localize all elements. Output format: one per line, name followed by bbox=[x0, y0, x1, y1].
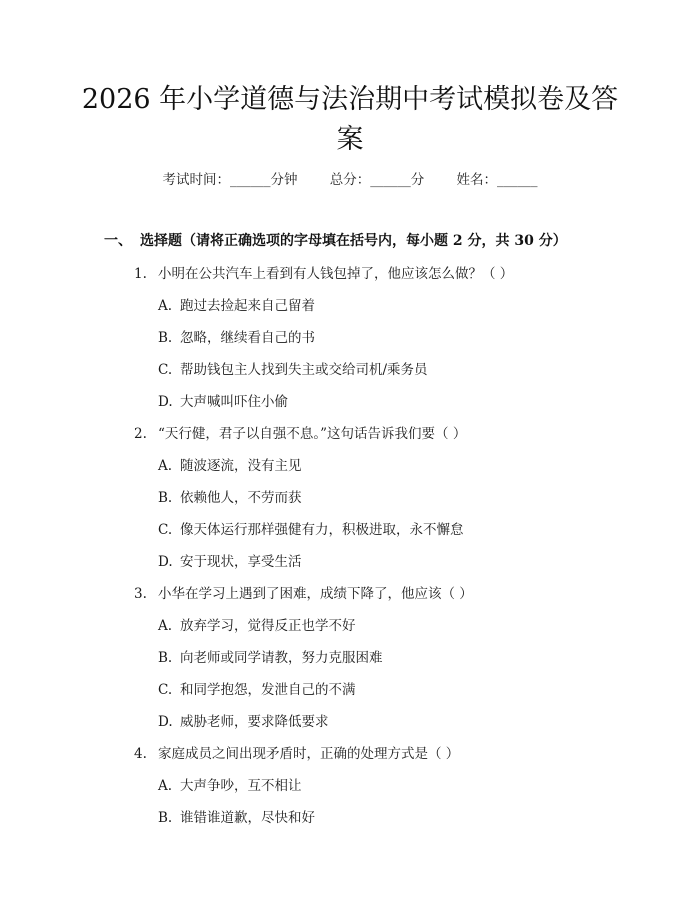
exam-info-line bbox=[0, 168, 700, 188]
option-text: 像天体运行那样强健有力，积极进取，永不懈怠 bbox=[180, 522, 464, 538]
question-4-option-a bbox=[158, 774, 302, 794]
question-text: 小明在公共汽车上看到有人钱包掉了，他应该怎么做？（ ） bbox=[158, 266, 514, 282]
option-text: 向老师或同学请教，努力克服困难 bbox=[180, 650, 383, 666]
exam-time-unit: 分钟 bbox=[270, 172, 298, 188]
question-2-option-d bbox=[158, 550, 302, 570]
question-number: 2. bbox=[134, 426, 147, 442]
question-2-option-b bbox=[158, 486, 302, 506]
option-letter: C. bbox=[158, 682, 173, 698]
name-blank: ______ bbox=[497, 172, 538, 188]
option-text: 和同学抱怨，发泄自己的不满 bbox=[180, 682, 356, 698]
question-1 bbox=[134, 262, 513, 282]
question-text: “天行健，君子以自强不息。”这句话告诉我们要（ ） bbox=[158, 426, 467, 442]
option-text: 依赖他人，不劳而获 bbox=[180, 490, 302, 506]
option-text: 大声争吵，互不相让 bbox=[180, 778, 302, 794]
option-text: 跑过去捡起来自己留着 bbox=[180, 298, 315, 314]
option-letter: A. bbox=[158, 778, 173, 794]
question-number: 3. bbox=[134, 586, 147, 602]
exam-time-label: 考试时间： bbox=[162, 172, 230, 188]
option-text: 放弃学习，觉得反正也学不好 bbox=[180, 618, 356, 634]
total-score-field bbox=[330, 168, 425, 188]
option-text: 安于现状，享受生活 bbox=[180, 554, 302, 570]
question-4 bbox=[134, 742, 459, 762]
question-3-option-a bbox=[158, 614, 356, 634]
question-3-option-d bbox=[158, 710, 329, 730]
question-1-option-c bbox=[158, 358, 428, 378]
option-letter: B. bbox=[158, 490, 173, 506]
total-score-label: 总分： bbox=[329, 172, 371, 188]
option-letter: A. bbox=[158, 298, 173, 314]
question-3-option-c bbox=[158, 678, 356, 698]
option-letter: D. bbox=[158, 554, 173, 570]
name-label: 姓名： bbox=[456, 172, 498, 188]
option-letter: A. bbox=[158, 458, 173, 474]
question-3-option-b bbox=[158, 646, 383, 666]
section-number: 一、 bbox=[104, 233, 132, 249]
option-letter: A. bbox=[158, 618, 173, 634]
exam-time-blank: ______ bbox=[229, 172, 271, 188]
question-1-option-d bbox=[158, 390, 288, 410]
option-text: 帮助钱包主人找到失主或交给司机/乘务员 bbox=[180, 362, 428, 378]
question-1-option-a bbox=[158, 294, 315, 314]
page-title: 2026 年小学道德与法治期中考试模拟卷及答案 bbox=[81, 84, 619, 155]
option-letter: B. bbox=[158, 810, 173, 826]
option-text: 忽略，继续看自己的书 bbox=[180, 330, 315, 346]
question-text: 小华在学习上遇到了困难，成绩下降了，他应该（ ） bbox=[158, 586, 473, 602]
total-score-unit: 分 bbox=[410, 172, 425, 188]
question-number: 4. bbox=[134, 746, 147, 762]
question-2-option-c bbox=[158, 518, 464, 538]
option-text: 随波逐流，没有主见 bbox=[180, 458, 302, 474]
question-2 bbox=[134, 422, 466, 442]
option-text: 谁错谁道歉，尽快和好 bbox=[180, 810, 315, 826]
option-letter: D. bbox=[158, 714, 173, 730]
option-text: 大声喊叫吓住小偷 bbox=[180, 394, 288, 410]
option-letter: C. bbox=[158, 522, 173, 538]
total-score-blank: ______ bbox=[370, 172, 411, 188]
section-title: 选择题（请将正确选项的字母填在括号内，每小题 2 分，共 30 分） bbox=[140, 233, 567, 249]
option-letter: D. bbox=[158, 394, 173, 410]
question-3 bbox=[134, 582, 473, 602]
option-letter: B. bbox=[158, 650, 173, 666]
option-letter: C. bbox=[158, 362, 173, 378]
question-2-option-a bbox=[158, 454, 302, 474]
question-4-option-b bbox=[158, 806, 315, 826]
name-field bbox=[457, 168, 538, 188]
option-letter: B. bbox=[158, 330, 173, 346]
question-1-option-b bbox=[158, 326, 315, 346]
option-text: 威胁老师，要求降低要求 bbox=[180, 714, 329, 730]
section-heading bbox=[104, 230, 567, 250]
exam-time-field bbox=[162, 168, 297, 188]
question-number: 1. bbox=[134, 266, 147, 282]
question-text: 家庭成员之间出现矛盾时，正确的处理方式是（ ） bbox=[158, 746, 460, 762]
